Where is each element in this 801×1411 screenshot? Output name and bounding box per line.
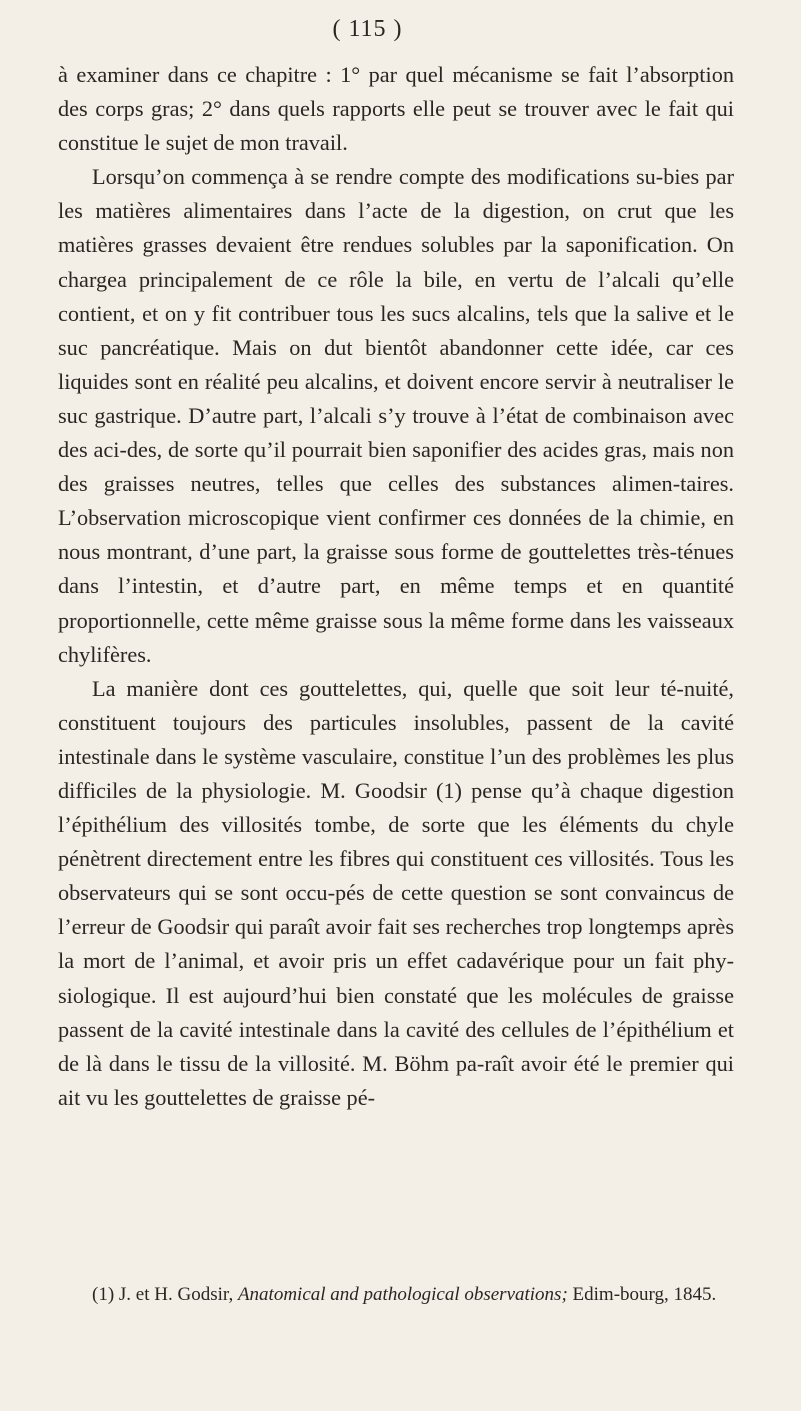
footnote-title: Anatomical and pathological observations; (237, 1284, 568, 1305)
footnote (58, 1281, 734, 1309)
footnote-prefix: (1) J. et H. Godsir, (92, 1284, 238, 1305)
paragraph-continuation: à examiner dans ce chapitre : 1° par quel mécanisme se fait l’absorption des corps gras; 2° dans quels rapports elle peut se trouver avec le fait qui constitue le sujet de mon travail. (58, 62, 734, 156)
page-number: ( 115 ) (332, 16, 403, 42)
paragraph-saponification: Lorsqu’on commença à se rendre compte des modifications su-bies par les matières alimentaires dans l’acte de la digestion, on crut que les matières grasses devaient être rendues solubles par la saponification. On chargea principalement de ce rôle la bile, en vertu de l’alcali qu’elle contient, et on y fit contribuer tous les sucs alcalins, tels que la salive et le suc pancréatique. Mais on dut bientôt abandonner cette idée, car ces liquides sont en réalité peu alcalins, et doivent encore servir à neutraliser le suc gastrique. D’autre part, l’alcali s’y trouve à l’état de combinaison avec des aci-des, de sorte qu’il pourrait bien saponifier des acides gras, mais non des graisses neutres, telles que celles des substances alimen-taires. L’observation microscopique vient confirmer ces données de la chimie, en nous montrant, d’une part, la graisse sous forme de gouttelettes très-ténues dans l’intestin, et d’autre part, en même temps et en quantité proportionnelle, cette même graisse sous la même forme dans les vaisseaux chylifères. (58, 164, 734, 667)
body-text (58, 58, 734, 1115)
footnote-suffix: Edim-bourg, 1845. (567, 1284, 717, 1305)
paragraph-goodsir: La manière dont ces gouttelettes, qui, quelle que soit leur té-nuité, constituent toujours des particules insolubles, passent de la cavité intestinale dans le système vasculaire, constitue l’un des problèmes les plus difficiles de la physiologie. M. Goodsir (1) pense qu’à chaque digestion l’épithélium des villosités tombe, de sorte que les éléments du chyle pénètrent directement entre les fibres qui constituent ces villosités. Tous les observateurs qui se sont occu-pés de cette question se sont convaincus de l’erreur de Goodsir qui paraît avoir fait ses recherches trop longtemps après la mort de l’animal, et avoir pris un effet cadavérique pour un fait phy-siologique. Il est aujourd’hui bien constaté que les molécules de graisse passent de la cavité intestinale dans la cavité des cellules de l’épithélium et de là dans le tissu de la villosité. M. Böhm pa-raît avoir été le premier qui ait vu les gouttelettes de graisse pé- (58, 675, 734, 1110)
